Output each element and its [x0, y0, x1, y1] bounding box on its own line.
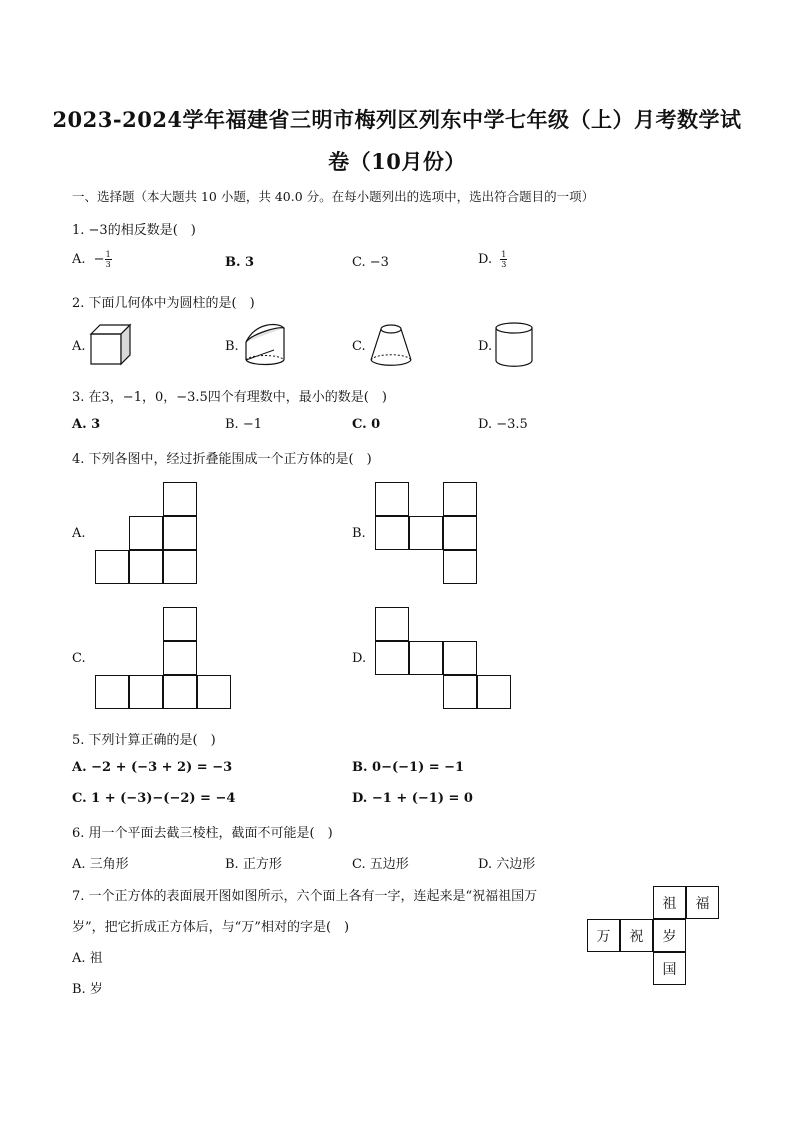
- net-face-guo: 国: [653, 952, 686, 985]
- q3-stem: 3. 在3，−1，0，−3.5四个有理数中，最小的数是( ): [72, 390, 387, 405]
- fraction-numerator: 1: [501, 250, 507, 259]
- net-square: [443, 482, 477, 516]
- q1-option-c: C. −3: [352, 255, 389, 270]
- net-face-zu: 祖: [653, 886, 686, 919]
- q1-option-b: B. 3: [225, 255, 255, 270]
- q1-option-a-fraction: [105, 250, 112, 269]
- net-square: [443, 675, 477, 709]
- net-square: [443, 550, 477, 584]
- page-title-line1: 2023-2024学年福建省三明市梅列区列东中学七年级（上）月考数学试: [52, 107, 742, 132]
- q4-option-b-label: B.: [352, 526, 366, 541]
- page-title-line2: 卷（10月份）: [328, 149, 466, 174]
- q2-stem: 2. 下面几何体中为圆柱的是( ): [72, 296, 255, 311]
- q7-stem-line1: 7. 一个正方体的表面展开图如图所示，六个面上各有一字，连起来是“祝福祖国万: [72, 889, 538, 904]
- net-face-sui: 岁: [653, 919, 686, 952]
- cylinder-figure: [493, 320, 537, 370]
- net-square: [163, 675, 197, 709]
- net-face-wan: 万: [587, 919, 620, 952]
- q3-option-b: B. −1: [225, 417, 262, 432]
- q5-option-b: B. 0−(−1) = −1: [352, 760, 465, 775]
- q6-option-d: D. 六边形: [478, 857, 536, 872]
- q1-option-d: [478, 250, 507, 269]
- q5-stem: 5. 下列计算正确的是( ): [72, 733, 216, 748]
- net-square: [443, 516, 477, 550]
- q2-option-a-label: A.: [72, 339, 86, 354]
- q7-option-b: B. 岁: [72, 982, 103, 997]
- q6-option-a: A. 三角形: [72, 857, 129, 872]
- q4-option-c-label: C.: [72, 651, 86, 666]
- q4-stem: 4. 下列各图中，经过折叠能围成一个正方体的是( ): [72, 452, 372, 467]
- cut-cylinder-figure: [240, 320, 288, 370]
- net-square: [409, 516, 443, 550]
- q6-stem: 6. 用一个平面去截三棱柱，截面不可能是( ): [72, 826, 333, 841]
- q4-option-a-label: A.: [72, 526, 86, 541]
- q3-option-c: C. 0: [352, 417, 381, 432]
- net-square: [129, 550, 163, 584]
- net-square: [129, 675, 163, 709]
- q2-option-d-label: D.: [478, 339, 493, 354]
- section-heading: 一、选择题（本大题共 10 小题，共 40.0 分。在每小题列出的选项中，选出符合题目的一项）: [72, 189, 595, 204]
- q7-option-a: A. 祖: [72, 951, 103, 966]
- q3-option-d: D. −3.5: [478, 417, 528, 432]
- net-face-zhu: 祝: [620, 919, 653, 952]
- q6-option-b: B. 正方形: [225, 857, 282, 872]
- net-square: [375, 482, 409, 516]
- net-square: [443, 641, 477, 675]
- net-square: [375, 607, 409, 641]
- net-face-fu: 福: [686, 886, 719, 919]
- net-square: [163, 641, 197, 675]
- net-square: [375, 641, 409, 675]
- q1-option-a-label: A.: [72, 252, 86, 267]
- q5-option-c: C. 1 + (−3)−(−2) = −4: [72, 791, 236, 806]
- q5-option-a: A. −2 + (−3 + 2) = −3: [72, 760, 233, 775]
- q1-option-d-label: D.: [478, 252, 493, 267]
- q1-option-a: [72, 250, 112, 269]
- net-square: [95, 550, 129, 584]
- net-square: [163, 550, 197, 584]
- net-square: [163, 482, 197, 516]
- frustum-figure: [367, 320, 415, 370]
- net-square: [163, 607, 197, 641]
- q2-option-b-label: B.: [225, 339, 239, 354]
- q7-stem-line2: 岁”，把它折成正方体后，与“万”相对的字是( ): [72, 920, 350, 935]
- fraction-numerator: 1: [105, 250, 111, 259]
- q1-option-d-fraction: [500, 250, 507, 269]
- net-square: [409, 641, 443, 675]
- q1-stem: 1. −3的相反数是( ): [72, 223, 196, 238]
- q5-option-d: D. −1 + (−1) = 0: [352, 791, 473, 806]
- net-square: [375, 516, 409, 550]
- cube-figure: [88, 322, 134, 368]
- q4-option-d-label: D.: [352, 651, 367, 666]
- q6-option-c: C. 五边形: [352, 857, 409, 872]
- net-square: [95, 675, 129, 709]
- net-square: [197, 675, 231, 709]
- net-square: [477, 675, 511, 709]
- net-square: [163, 516, 197, 550]
- fraction-denominator: 3: [501, 260, 507, 269]
- q2-option-c-label: C.: [352, 339, 366, 354]
- net-square: [129, 516, 163, 550]
- q3-option-a: A. 3: [72, 417, 101, 432]
- q1-option-a-sign: −: [93, 252, 105, 267]
- fraction-denominator: 3: [105, 260, 111, 269]
